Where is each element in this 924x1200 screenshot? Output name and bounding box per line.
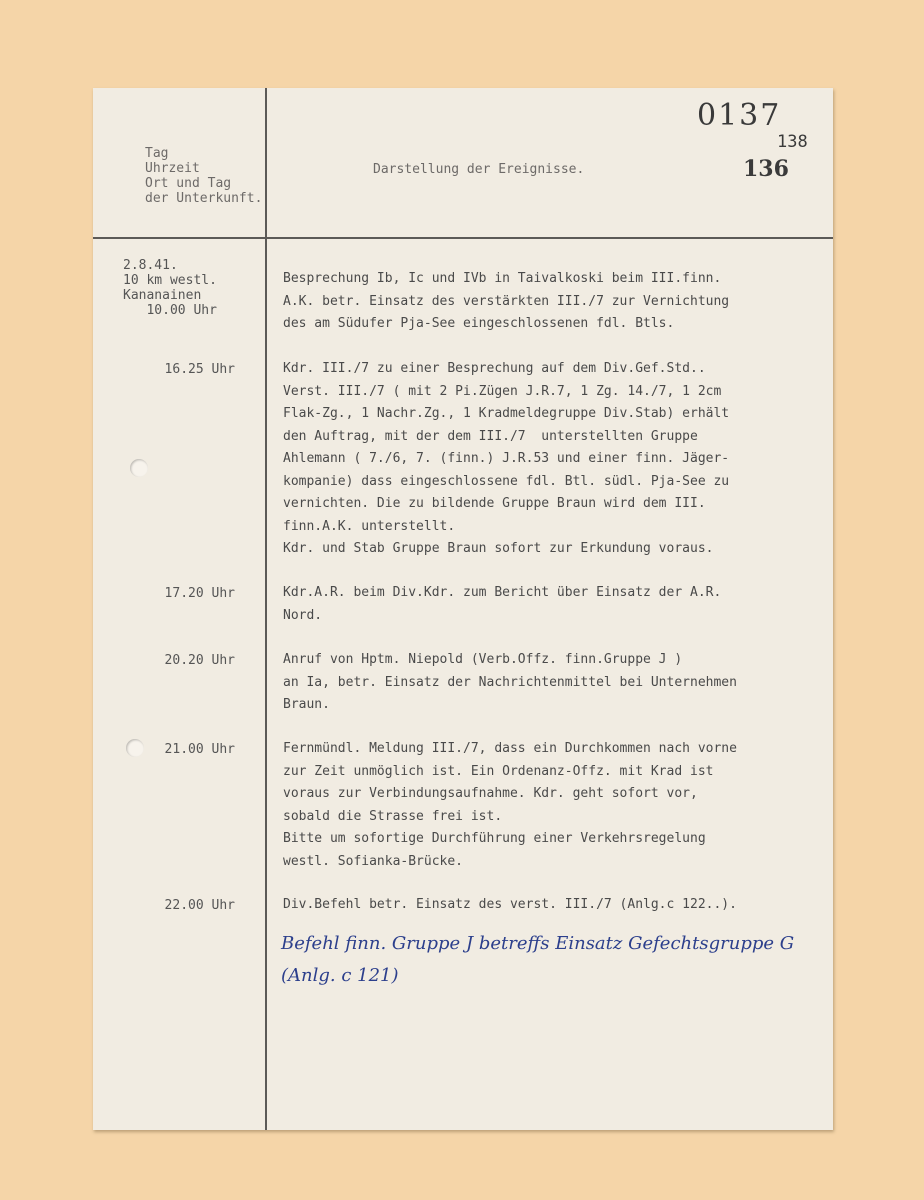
entry-text: Div.Befehl betr. Einsatz des verst. III./7 (Anlg.c 122..). [283, 897, 737, 912]
document-page [93, 88, 833, 1130]
entry-text: Fernmündl. Meldung III./7, dass ein Durchkommen nach vorne zur Zeit unmöglich ist. Ein Ordenanz-Offz. mit Krad ist voraus zur Verbindungsaufnahme. Kdr. geht sofort vor, sobald die Strasse frei ist. Bitte um sofortige Durchführung einer Verkehrsregelung westl. Sofianka-Brücke. [283, 741, 737, 869]
handwritten-note: Befehl finn. Gruppe J betreffs Einsatz Gefechtsgruppe G (Anlg. c 121) [281, 933, 795, 986]
header-left-labels: Tag Uhrzeit Ort und Tag der Unterkunft. [145, 146, 263, 206]
entry-text: Kdr. III./7 zu einer Besprechung auf dem Div.Gef.Std.. Verst. III./7 ( mit 2 Pi.Zügen J.R.7, 1 Zg. 14./7, 1 2cm Flak-Zg., 1 Nachr.Zg., 1 Kradmeldegruppe Div.Stab) erhält den Auftrag, mit der dem III./7 unterstellten Gruppe Ahlemann ( 7./6, 7. (finn.) J.R.53 und einer finn. Jäger- kompanie) dass eingeschlossene fdl. Btl. südl. Pja-See zu vernichten. Die zu bildende Gruppe Braun wird dem III. finn.A.K. unterstellt. Kdr. und Stab Gruppe Braun sofort zur Erkundung voraus. [283, 361, 730, 556]
entry-time: 21.00 Uhr [164, 742, 235, 757]
entry-text: Besprechung Ib, Ic und IVb in Taivalkoski beim III.finn. A.K. betr. Einsatz des verstärkten III./7 zur Vernichtung des am Südufer Pja-See eingeschlossenen fdl. Btls. [283, 271, 730, 331]
header-title: Darstellung der Ereignisse. [373, 162, 585, 177]
entry-time: 16.25 Uhr [164, 362, 235, 377]
entry-time: 17.20 Uhr [164, 586, 235, 601]
entry-time: 22.00 Uhr [164, 898, 235, 913]
entry-text: Kdr.A.R. beim Div.Kdr. zum Bericht über Einsatz der A.R. Nord. [283, 585, 722, 623]
entry-text: Anruf von Hptm. Niepold (Verb.Offz. finn.Gruppe J ) an Ia, betr. Einsatz der Nachrichtenmittel bei Unternehmen Braun. [283, 652, 737, 712]
entry-time: 2.8.41. 10 km westl. Kananainen 10.00 Uhr [123, 258, 217, 318]
page-stamp-tertiary: 136 [743, 156, 789, 182]
page-stamp-secondary: 138 [777, 132, 808, 152]
entry-time: 20.20 Uhr [164, 653, 235, 668]
header-rule [93, 237, 833, 239]
punch-hole [130, 459, 148, 477]
page-stamp-primary: 0137 [697, 98, 782, 133]
column-divider [265, 88, 267, 1130]
